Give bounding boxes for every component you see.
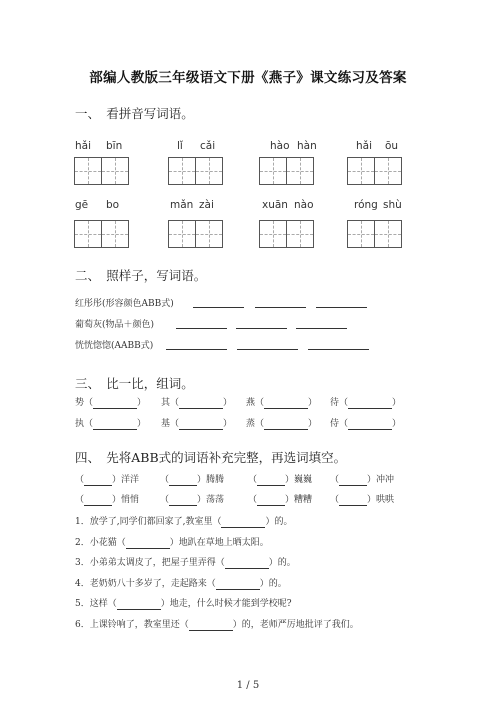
answer-line[interactable]	[257, 475, 285, 486]
answer-line[interactable]	[255, 296, 306, 308]
answer-line[interactable]	[236, 317, 287, 329]
writing-grid[interactable]	[347, 157, 402, 185]
sentence-text: 5．这样（	[75, 599, 117, 609]
section-4-heading: 四、 先将ABB式的词语补充完整，再选词填空。	[75, 450, 347, 465]
pinyin-1-4a: hǎi	[356, 140, 373, 152]
sentence-text: ）的，老师严厉地批评了我们。	[232, 620, 359, 630]
pinyin-2-1b: bo	[106, 199, 120, 211]
writing-grid[interactable]	[168, 157, 223, 185]
sentence-text: 6．上课铃响了，教室里还（	[75, 620, 189, 630]
sentence-text: ）的。	[268, 558, 296, 568]
sentence-text: 2．小花猫（	[75, 538, 126, 548]
answer-line[interactable]	[339, 475, 367, 486]
answer-line[interactable]	[216, 579, 260, 590]
sentence-text: 3．小弟弟太调皮了，把屋子里弄得（	[75, 558, 225, 568]
abb-suffix: 洋洋	[121, 475, 140, 485]
pinyin-2-2b: zài	[199, 199, 214, 211]
abb-item: （ ）荡荡	[160, 495, 225, 505]
sentence-4	[75, 576, 287, 590]
writing-grid[interactable]	[347, 220, 402, 248]
sentence-5	[75, 596, 292, 610]
abb-suffix: 悄悄	[121, 495, 140, 505]
answer-line[interactable]	[176, 317, 227, 329]
abb-suffix: 巍巍	[294, 475, 313, 485]
compare-item: 执（ ）	[75, 419, 147, 429]
section-1-heading: 一、 看拼音写词语。	[75, 106, 194, 121]
compare-item: 其（ ）	[161, 398, 233, 408]
abb-item: （ ）哄哄	[330, 495, 395, 505]
answer-line[interactable]	[169, 475, 197, 486]
abb-item: （ ）腾腾	[160, 475, 225, 485]
answer-line[interactable]	[264, 398, 308, 409]
answer-line[interactable]	[179, 419, 223, 430]
answer-line[interactable]	[93, 419, 137, 430]
compare-item: 基（ ）	[161, 419, 233, 429]
sentence-text: 1．放学了,同学们都回家了,教室里（	[75, 517, 222, 527]
compare-char: 燕	[246, 398, 256, 408]
answer-line[interactable]	[193, 296, 244, 308]
answer-line[interactable]	[296, 317, 347, 329]
compare-char: 待	[330, 398, 340, 408]
compare-char: 其	[161, 398, 171, 408]
pinyin-2-3b: nào	[294, 199, 314, 211]
abb-item: （ ）巍巍	[248, 475, 313, 485]
answer-line[interactable]	[316, 296, 367, 308]
answer-line[interactable]	[117, 599, 161, 610]
compare-item: 燕（ ）	[246, 398, 318, 408]
abb-suffix: 哄哄	[376, 495, 395, 505]
answer-line[interactable]	[179, 398, 223, 409]
pinyin-2-3a: xuān	[262, 199, 288, 211]
answer-line[interactable]	[84, 495, 112, 506]
sentence-1	[75, 514, 292, 528]
abb-suffix: 糟糟	[294, 495, 313, 505]
compare-char: 执	[75, 419, 85, 429]
example-label-1: 红彤彤(形容颜色ABB式)	[75, 299, 174, 309]
writing-grid[interactable]	[74, 157, 129, 185]
compare-item: 待（ ）	[330, 398, 402, 408]
sentence-text: ）地趴在草地上晒太阳。	[169, 538, 269, 548]
pinyin-1-1b: bīn	[106, 140, 123, 152]
answer-line[interactable]	[126, 538, 170, 549]
abb-suffix: 荡荡	[206, 495, 225, 505]
pinyin-1-2b: cǎi	[200, 140, 216, 152]
compare-char: 蒸	[246, 419, 256, 429]
abb-item: （ ）洋洋	[75, 475, 140, 485]
abb-item: （ ）冲冲	[330, 475, 395, 485]
pinyin-1-4b: ōu	[385, 140, 399, 152]
compare-item: 势（ ）	[75, 398, 147, 408]
pinyin-1-3a: hào	[270, 140, 290, 152]
answer-line[interactable]	[264, 419, 308, 430]
answer-line[interactable]	[339, 495, 367, 506]
page-number: 1 / 5	[236, 680, 260, 691]
pinyin-1-3b: hàn	[297, 140, 317, 152]
pinyin-2-4a: róng	[354, 199, 378, 211]
answer-line[interactable]	[225, 558, 269, 569]
section-3-heading: 三、 比一比，组词。	[75, 376, 194, 391]
compare-item: 蒸（ ）	[246, 419, 318, 429]
writing-grid[interactable]	[74, 220, 129, 248]
sentence-text: ）的。	[265, 517, 293, 527]
answer-line[interactable]	[237, 338, 298, 350]
answer-line[interactable]	[221, 517, 265, 528]
compare-char: 基	[161, 419, 171, 429]
answer-line[interactable]	[189, 620, 233, 631]
pinyin-2-2a: mǎn	[170, 199, 194, 211]
writing-grid[interactable]	[168, 220, 223, 248]
answer-line[interactable]	[166, 338, 227, 350]
writing-grid[interactable]	[259, 157, 314, 185]
compare-char: 势	[75, 398, 85, 408]
sentence-6	[75, 617, 359, 631]
writing-grid[interactable]	[259, 220, 314, 248]
pinyin-2-4b: shù	[383, 199, 402, 211]
document-title: 部编人教版三年级语文下册《燕子》课文练习及答案	[89, 70, 407, 86]
answer-line[interactable]	[169, 495, 197, 506]
sentence-text: ）地走，什么时候才能到学校呢?	[160, 599, 292, 609]
abb-suffix: 冲冲	[376, 475, 395, 485]
answer-line[interactable]	[84, 475, 112, 486]
sentence-text: 4．老奶奶八十多岁了，走起路来（	[75, 579, 216, 589]
pinyin-1-2a: lǐ	[177, 140, 183, 152]
answer-line[interactable]	[348, 419, 392, 430]
example-label-3: 恍恍惚惚(AABB式)	[75, 341, 154, 351]
pinyin-2-1a: gē	[75, 199, 89, 211]
answer-line[interactable]	[257, 495, 285, 506]
compare-item: 侍（ ）	[330, 419, 402, 429]
compare-char: 侍	[330, 419, 340, 429]
answer-line[interactable]	[93, 398, 137, 409]
example-label-2: 葡萄灰(物品＋颜色)	[75, 320, 155, 330]
sentence-3	[75, 555, 296, 569]
abb-item: （ ）悄悄	[75, 495, 140, 505]
sentence-text: ）的。	[259, 579, 287, 589]
pinyin-1-1a: hǎi	[75, 140, 92, 152]
answer-line[interactable]	[348, 398, 392, 409]
sentence-2	[75, 535, 269, 549]
answer-line[interactable]	[308, 338, 369, 350]
abb-suffix: 腾腾	[206, 475, 225, 485]
abb-item: （ ）糟糟	[248, 495, 313, 505]
section-2-heading: 二、 照样子，写词语。	[75, 268, 207, 283]
